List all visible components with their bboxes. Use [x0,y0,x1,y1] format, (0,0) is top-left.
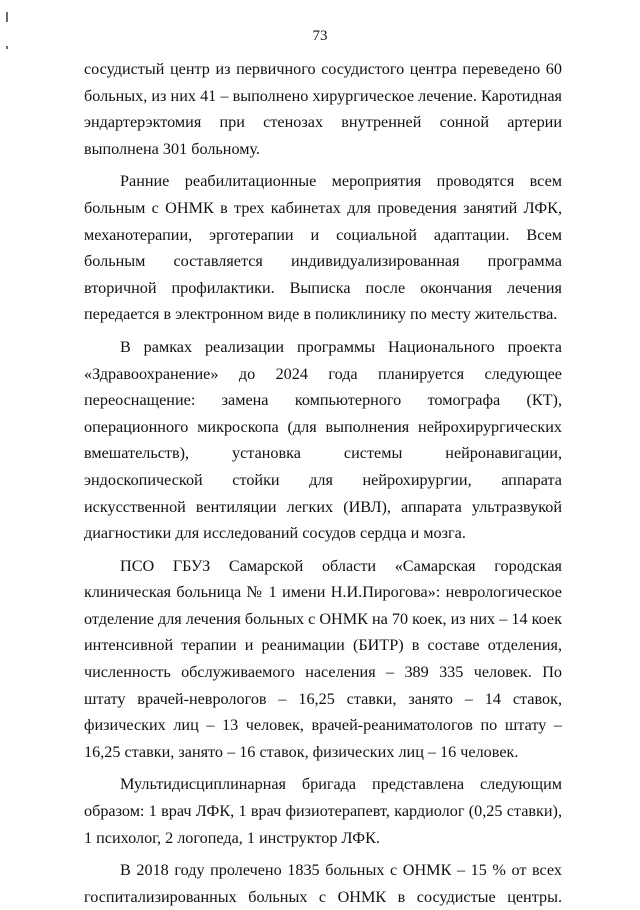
page-number: 73 [312,28,328,44]
paragraph-rehabilitation: Ранние реабилитационные мероприятия проводятся всем больным с ОНМК в трех кабинетах для проведения занятий ЛФК, механотерапии, эрготерапии и социальной адаптации. Всем больным составляется индивидуализированная программа вторичной профилактики. Выписка после окончания лечения передается в электронном виде в поликлинику по месту жительства. [84,172,562,324]
scan-edge-mark [6,12,8,22]
paragraph-pso-pirogov: ПСО ГБУЗ Самарской области «Самарская городская клиническая больница № 1 имени Н.И.Пирогова»: неврологическое отделение для лечения больных с ОНМК на 70 коек, из них – 14 коек интенсивной терапии и реанимации (БИТР) в составе отделения, численность обслуживаемого населения – 389 335 человек. По штату врачей-неврологов – 16,25 ставки, занято – 14 ставок, физических лиц – 13 человек, врачей-реаниматологов по штату – 16,25 ставки, занято – 16 ставок, физических лиц – 16 человек. [84,556,562,761]
document-body [84,56,562,910]
paragraph-multidisciplinary-team: Мультидисциплинарная бригада представлена следующим образом: 1 врач ЛФК, 1 врач физиотерапевт, кардиолог (0,25 ставки), 1 психолог, 2 логопеда, 1 инструктор ЛФК. [84,775,562,847]
paragraph-reequipment: В рамках реализации программы Национального проекта «Здравоохранение» до 2024 года планируется следующее переоснащение: замена компьютерного томографа (КТ), операционного микроскопа (для выполнения нейрохирургических вмешательств), установка системы нейронавигации, эндоскопической стойки для нейрохирургии, аппарата искусственной вентиляции легких (ИВЛ), аппарата ультразвукой диагностики для исследований сосудов сердца и мозга. [84,337,562,543]
scan-edge-mark [6,46,8,49]
paragraph-continuation: сосудистый центр из первичного сосудистого центра переведено 60 больных, из них 41 – выполнено хирургическое лечение. Каротидная эндартерэктомия при стенозах внутренней сонной артерии выполнена 301 больному. [84,60,562,158]
paragraph-treated-2018: В 2018 году пролечено 1835 больных с ОНМК – 15 % от всех госпитализированных больных с ОНМК в сосудистые центры. [84,861,562,906]
